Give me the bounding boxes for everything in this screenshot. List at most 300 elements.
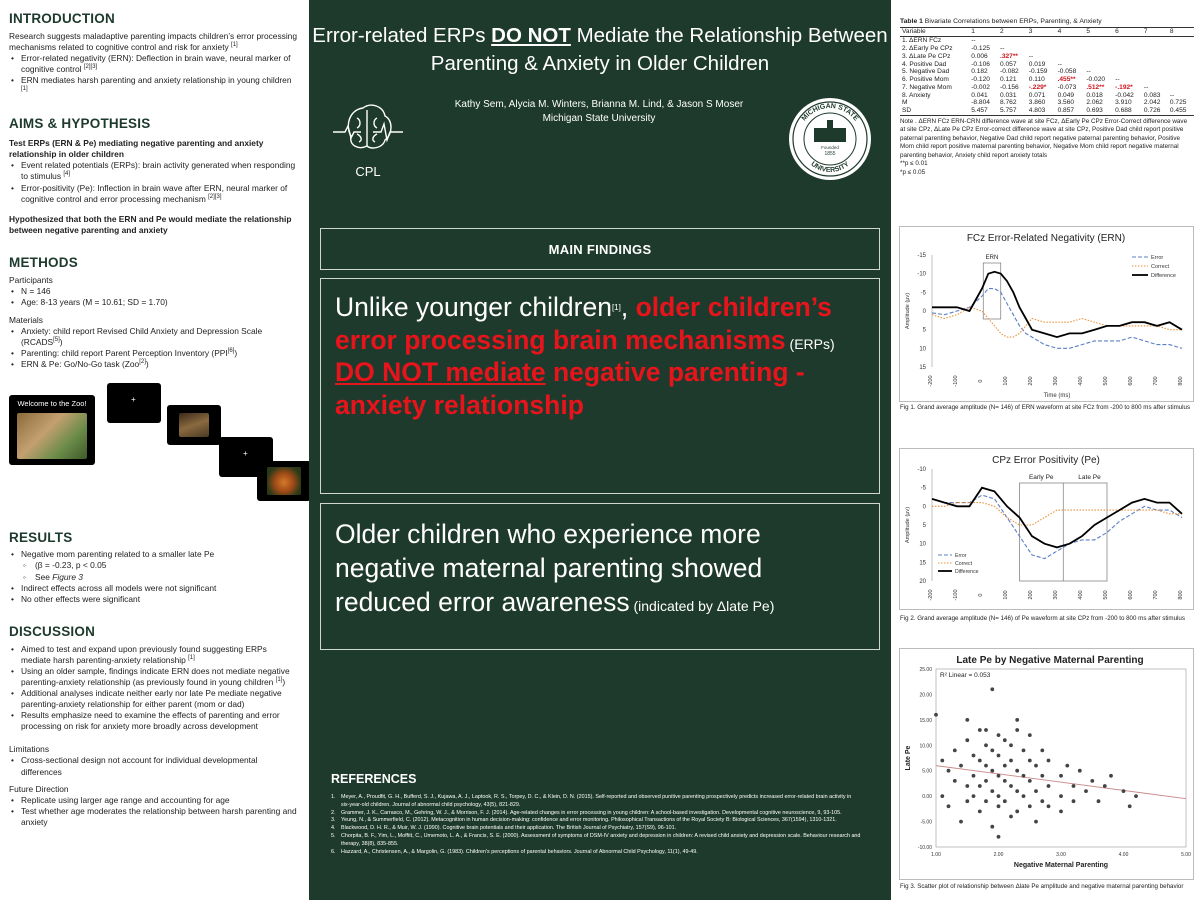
fixation-screen	[107, 383, 161, 423]
table-cell: 2.062	[1086, 99, 1103, 107]
scatter-point	[1022, 774, 1026, 778]
table-cell	[1056, 36, 1085, 44]
introduction-text: Research suggests maladaptive parenting impacts children’s error processing mechanisms related to cognitive control and risk for anxiety [1]	[9, 30, 297, 52]
table-cell	[1027, 45, 1056, 53]
legend-label: Difference	[955, 569, 979, 575]
x-tick-label: 800	[1178, 376, 1184, 386]
methods-section	[9, 254, 297, 519]
future-label: Future Direction	[9, 783, 69, 794]
scatter-point	[997, 733, 1001, 737]
table-cell: 3	[1027, 28, 1056, 37]
y-tick-label: 5	[922, 327, 926, 334]
scatter-point	[997, 774, 1001, 778]
table-cell: --	[1057, 60, 1062, 68]
table-cell: 6. Positive Mom	[902, 76, 949, 84]
scatter-point	[1003, 764, 1007, 768]
table-cell: -0.058	[1057, 68, 1077, 76]
table-cell: 0.071	[1028, 91, 1046, 99]
scatter-point	[997, 804, 1001, 808]
table-cell: --	[971, 37, 976, 45]
main-finding-2: Older children who experience more negative maternal parenting showed reduced error awareness (indicated by Δlate Pe)	[320, 503, 880, 650]
introduction-heading: INTRODUCTION	[9, 11, 115, 26]
legend-label: Difference	[1151, 273, 1176, 279]
table-cell: -0.120	[971, 76, 990, 84]
list-item: • Error-related negativity (ERN): Deflection in brain wave, neural marker of cognitive control [2][3]	[9, 53, 297, 75]
scatter-point	[997, 794, 1001, 798]
list-item: • Using an older sample, findings indicate ERN does not mediate negative parenting-anxiety relationship (as previously found in young children [1])	[9, 666, 297, 688]
table-cell	[1056, 52, 1085, 60]
scatter-point	[1009, 759, 1013, 763]
results-section	[9, 529, 297, 605]
references-heading: REFERENCES	[331, 772, 417, 786]
table-cell	[1142, 76, 1168, 84]
table-cell	[998, 36, 1027, 44]
legend-label: Correct	[1151, 264, 1170, 270]
scatter-point	[940, 794, 944, 798]
table-cell	[1084, 45, 1113, 53]
x-tick-label: 0	[978, 593, 984, 597]
cpl-lab-logo	[331, 96, 405, 186]
x-tick-label: 1.00	[931, 852, 941, 858]
center-column	[309, 0, 891, 900]
reference-item: 4. Blackwood, D. H. R., & Muir, W. J. (1990). Cognitive brain potentials and their application. The British Journal of Psychiatry, 157(S9), 96-101.	[331, 825, 677, 832]
scatter-point	[1090, 779, 1094, 783]
table-title: Table 1 Bivariate Correlations between ERPs, Parenting, & Anxiety	[900, 18, 1102, 25]
table-cell	[1084, 52, 1113, 60]
scatter-point	[1009, 815, 1013, 819]
table-cell: 0.041	[971, 91, 988, 99]
references-list	[331, 794, 861, 857]
table-row	[900, 52, 1194, 60]
participants-list	[9, 286, 297, 308]
chart-title: Late Pe by Negative Maternal Parenting	[956, 655, 1144, 666]
table-cell: -0.042	[1115, 91, 1134, 99]
table-cell: 2	[998, 28, 1027, 37]
fig1-box	[899, 226, 1194, 402]
table-cell	[1168, 76, 1194, 84]
table-cell	[1113, 52, 1142, 60]
x-tick-label: 800	[1178, 590, 1184, 600]
fig1-caption: Fig 1. Grand average amplitude (N= 146) of ERN waveform at site FCz from -200 to 800 ms after stimulus	[900, 404, 1191, 411]
table-cell: 3.860	[1028, 99, 1046, 107]
x-tick-label: -200	[928, 589, 934, 601]
chart-title: FCz Error-Related Negativity (ERN)	[966, 233, 1126, 244]
table-cell: .455**	[1057, 76, 1076, 84]
scatter-point	[1059, 774, 1063, 778]
scatter-point	[1072, 784, 1076, 788]
y-tick-label: 25.00	[919, 667, 932, 673]
table-cell: 4	[1056, 28, 1085, 37]
table-cell	[1142, 52, 1168, 60]
x-tick-label: -200	[928, 375, 934, 387]
table-cell	[1027, 36, 1056, 44]
table-cell: 0.018	[1086, 91, 1103, 99]
fixation-cross: +	[131, 394, 136, 404]
table-cell	[1168, 60, 1194, 68]
results-list	[9, 549, 297, 560]
seal-year: 1855	[824, 151, 836, 157]
scatter-point	[997, 754, 1001, 758]
x-tick-label: 300	[1053, 590, 1059, 600]
annotation-label: Early Pe	[1028, 474, 1054, 481]
table-cell: 8. Anxiety	[902, 91, 931, 99]
legend-label: Correct	[955, 561, 973, 567]
scatter-point	[984, 764, 988, 768]
main-finding-1: Unlike younger children[1], older children’s error processing brain mechanisms (ERPs) DO NOT mediate negative parenting - anxiety relationship	[320, 278, 880, 494]
scatter-point	[1028, 759, 1032, 763]
methods-heading: METHODS	[9, 254, 78, 270]
x-tick-label: 300	[1053, 376, 1059, 386]
msu-seal-logo	[787, 96, 873, 182]
scatter-point	[984, 799, 988, 803]
scatter-point	[990, 749, 994, 753]
table-cell: --	[1169, 91, 1175, 99]
scatter-point	[1034, 820, 1038, 824]
correlation-table	[900, 27, 1194, 116]
scatter-point	[1078, 769, 1082, 773]
y-tick-label: 10.00	[919, 743, 932, 750]
stimulus-screen	[167, 405, 221, 445]
ern-chart	[900, 227, 1193, 401]
table-cell: 0.110	[1028, 76, 1045, 84]
table-cell: -0.082	[1000, 68, 1019, 76]
table-row	[900, 76, 1194, 84]
table-cell: 3. ΔLate Pe CPz	[902, 52, 951, 60]
table-cell: 0.031	[1000, 91, 1017, 99]
scatter-point	[972, 754, 976, 758]
table-cell	[1113, 60, 1142, 68]
scatter-point	[1128, 804, 1132, 808]
scatter-point	[1059, 794, 1063, 798]
table-cell: 7. Negative Mom	[902, 83, 952, 91]
table-cell	[1168, 36, 1194, 44]
scatter-point	[953, 749, 957, 753]
fig2-caption: Fig 2. Grand average amplitude (N= 146) of Pe waveform at site CPz from -200 to 800 ms after stimulus	[900, 615, 1185, 622]
table-cell: --	[1028, 52, 1034, 60]
x-tick-label: 400	[1078, 590, 1084, 600]
discussion-list	[9, 644, 297, 733]
list-item: • N = 146	[9, 286, 297, 297]
scatter-point	[972, 794, 976, 798]
x-tick-label: 700	[1153, 376, 1159, 386]
table-cell: .327**	[1000, 52, 1018, 60]
scatter-point	[1015, 718, 1019, 722]
table-cell: 5. Negative Dad	[902, 68, 950, 76]
list-item: • Results emphasize need to examine the effects of parenting and error processing on risk for anxiety more broadly across development	[9, 710, 297, 732]
hypothesis-text: Hypothesized that both the ERN and Pe would mediate the relationship between negative parenting and anxiety	[9, 213, 292, 235]
table-cell	[1113, 36, 1142, 44]
list-item: • Replicate using larger age range and accounting for age	[9, 795, 297, 806]
table-cell: 0.725	[1169, 99, 1187, 107]
table-note: Note . ΔERN FCz ERN-CRN difference wave at site FCz, ΔEarly Pe CPz Error-Correct difference wave at site CPz, ΔLate Pe CPz Error-correct difference wave at site CPz, Positive Dad child report positive paternal parenting behavior, Negative Dad child report negative paternal parenting behavior, Positive Mom child report positive maternal parenting behavior, Negative Mom child report negative maternal parenting behavior, Anxiety child report anxiety totals **p ≤ 0.01 *p ≤ 0.05	[900, 117, 1188, 176]
table-cell: -0.106	[971, 60, 990, 68]
y-tick-label: -5.00	[920, 819, 932, 826]
series-line-error	[932, 289, 1182, 349]
scatter-point	[1034, 764, 1038, 768]
animal-stimulus-image	[179, 413, 209, 437]
x-tick-label: 5.00	[1181, 852, 1191, 858]
limitations-label: Limitations	[9, 744, 50, 755]
scatter-chart	[900, 649, 1193, 879]
introduction-bullets	[9, 53, 297, 97]
scatter-point	[965, 718, 969, 722]
scatter-point	[984, 728, 988, 732]
scatter-point	[1003, 738, 1007, 742]
scatter-point	[997, 835, 1001, 839]
list-item: • Cross-sectional design not account for individual developmental differences	[9, 755, 297, 777]
list-item: • Anxiety: child report Revised Child Anxiety and Depression Scale (RCADS[5])	[9, 326, 297, 348]
x-tick-label: 3.00	[1056, 852, 1066, 858]
scatter-point	[990, 825, 994, 829]
scatter-point	[953, 779, 957, 783]
scatter-point	[1015, 769, 1019, 773]
y-axis-label: Amplitude (μv)	[905, 506, 911, 544]
participants-label: Participants	[9, 274, 53, 285]
scatter-point	[965, 784, 969, 788]
scatter-point	[965, 799, 969, 803]
table-cell: 2.042	[1143, 99, 1161, 107]
table-cell: 0.083	[1143, 91, 1161, 99]
list-item: • Error-positivity (Pe): Inflection in brain wave after ERN, neural marker of cognitive control and error processing mechanism [2][3]	[9, 183, 297, 205]
scatter-point	[1022, 749, 1026, 753]
chart-title: CPz Error Positivity (Pe)	[992, 455, 1100, 466]
reference-item: 1. Meyer, A., Proudfit, G. H., Bufferd, S. J., Kujawa, A. J., Laptook, R. S., Torpey, D. C., & Klein, D. N. (2015). Self-reported and observed punitive parenting prospectively predicts increased error-related brain activity in six-year-old children. Journal of abnormal child psychology, 43(5), 821-829.	[331, 794, 852, 808]
scatter-point	[947, 804, 951, 808]
table-row	[900, 91, 1194, 99]
scatter-point	[1103, 784, 1107, 788]
table-cell	[1084, 60, 1113, 68]
table-cell	[1168, 45, 1194, 53]
table-cell	[1168, 52, 1194, 60]
table-cell: -0.156	[1000, 83, 1019, 91]
table-cell: -.192*	[1115, 83, 1133, 91]
fig3-box	[899, 648, 1194, 880]
x-tick-label: 200	[1028, 590, 1034, 600]
list-item: • ERN & Pe: Go/No-Go task (Zoo[2])	[9, 359, 297, 370]
correlation-table-block	[900, 18, 1194, 177]
y-tick-label: 20	[919, 579, 926, 585]
aims-bullets	[9, 160, 297, 204]
right-column	[896, 0, 1200, 900]
y-tick-label: -5	[920, 290, 926, 297]
table-cell	[1113, 45, 1142, 53]
y-axis-label: Amplitude (μv)	[905, 292, 911, 330]
table-cell: --	[1000, 44, 1005, 52]
table-cell: 3.910	[1115, 99, 1132, 107]
y-tick-label: -5	[920, 485, 926, 492]
y-tick-label: -15	[917, 253, 926, 259]
scatter-point	[959, 764, 963, 768]
authors-block	[429, 98, 769, 126]
table-cell: 0.693	[1084, 107, 1113, 115]
y-tick-label: 0	[922, 309, 926, 315]
y-tick-label: 0.00	[922, 794, 932, 801]
series-line-difference	[932, 488, 1182, 548]
table-cell: --	[1086, 68, 1091, 76]
scatter-point	[990, 789, 994, 793]
x-tick-label: 2.00	[993, 852, 1004, 858]
aims-heading: AIMS & HYPOTHESIS	[9, 116, 151, 132]
list-item: ◦ See Figure 3	[9, 572, 297, 583]
pe-chart	[900, 449, 1193, 609]
table-cell: 0.019	[1028, 60, 1046, 68]
x-tick-label: 100	[1003, 590, 1009, 600]
y-tick-label: 5	[922, 523, 926, 529]
table-cell: -.229*	[1028, 83, 1047, 91]
list-item: • Test whether age moderates the relationship between harsh parenting and anxiety	[9, 806, 297, 828]
scatter-point	[972, 774, 976, 778]
y-tick-label: -10.00	[917, 845, 932, 851]
future-list	[9, 795, 297, 828]
zoo-welcome-caption: Welcome to the Zoo!	[17, 398, 87, 408]
table-cell	[1084, 36, 1113, 44]
seal-text-top: MICHIGAN STATE	[800, 102, 860, 123]
x-tick-label: 400	[1078, 376, 1084, 386]
table-cell	[1142, 60, 1168, 68]
scatter-point	[1040, 749, 1044, 753]
scatter-point	[984, 779, 988, 783]
x-tick-label: 500	[1103, 590, 1109, 600]
y-tick-label: 15	[919, 560, 926, 567]
x-tick-label: -100	[953, 375, 959, 387]
x-tick-label: 500	[1103, 376, 1109, 386]
fit-line	[936, 766, 1186, 799]
x-tick-label: 0	[978, 379, 984, 383]
scatter-point	[965, 738, 969, 742]
scatter-point	[1022, 794, 1026, 798]
results-list-2	[9, 583, 297, 605]
table-row	[900, 45, 1194, 53]
y-tick-label: 10	[919, 346, 926, 353]
scatter-point	[1009, 743, 1013, 747]
results-heading: RESULTS	[9, 529, 73, 545]
scatter-point	[1084, 789, 1088, 793]
scatter-point	[1028, 779, 1032, 783]
table-cell: .512**	[1086, 83, 1105, 91]
cpl-logo-text: CPL	[355, 164, 381, 179]
y-tick-label: 10	[919, 541, 926, 548]
table-cell	[1142, 36, 1168, 44]
table-cell: 4.803	[1027, 107, 1056, 115]
scatter-point	[990, 769, 994, 773]
affiliation: Michigan State University	[542, 113, 656, 124]
table-cell: -0.002	[971, 83, 990, 91]
table-cell: 1	[969, 28, 998, 37]
table-row	[900, 99, 1194, 107]
table-cell: Variable	[900, 28, 969, 37]
table-row	[900, 60, 1194, 68]
fig2-box	[899, 448, 1194, 610]
y-tick-label: 5.00	[922, 768, 932, 775]
legend-label: Error	[955, 553, 967, 559]
left-column	[0, 0, 305, 900]
reference-item: 3. Yeung, N., & Summerfield, C. (2012). Metacognition in human decision-making: confidence and error monitoring. Philosophical Transactions of the Royal Society B: Biological Sciences, 367(1594), 1310-1321.	[331, 817, 837, 824]
y-tick-label: 15	[919, 365, 926, 371]
table-cell: SD	[900, 107, 969, 115]
table-cell: 5	[1084, 28, 1113, 37]
scatter-point	[1072, 799, 1076, 803]
table-cell	[1168, 68, 1194, 76]
zoo-welcome-screen	[9, 395, 95, 465]
list-item: • Parenting: child report Parent Perception Inventory (PPI[6])	[9, 348, 297, 359]
scatter-point	[1134, 794, 1138, 798]
table-cell: 3.560	[1057, 99, 1075, 107]
y-axis-label: Late Pe	[905, 745, 912, 771]
scatter-point	[978, 784, 982, 788]
scatter-point	[1109, 774, 1113, 778]
x-tick-label: -100	[953, 589, 959, 601]
scatter-point	[990, 687, 994, 691]
scatter-point	[1034, 789, 1038, 793]
annotation-label: Late Pe	[1078, 474, 1101, 481]
reference-item: 2. Grammer, J. K., Carrasco, M., Gehring, W. J., & Morrison, F. J. (2014). Age-related changes in error processing in young children: A school-based investigation. Developmental cognitive neuroscience, 9, 93-105.	[331, 809, 842, 816]
list-item: • Indirect effects across all models were not significant	[9, 583, 297, 594]
scatter-point	[1040, 799, 1044, 803]
scatter-point	[1003, 779, 1007, 783]
table-cell: -0.125	[971, 44, 990, 52]
list-item: • No other effects were significant	[9, 594, 297, 605]
scatter-point	[978, 810, 982, 814]
table-row	[900, 68, 1194, 76]
plot-frame	[936, 669, 1186, 847]
scatter-point	[1065, 764, 1069, 768]
scatter-point	[1009, 784, 1013, 788]
materials-list	[9, 326, 297, 370]
scatter-point	[1047, 804, 1051, 808]
scatter-point	[978, 759, 982, 763]
table-cell: 6	[1113, 28, 1142, 37]
orangutan-stimulus-image	[267, 467, 301, 495]
x-tick-label: 200	[1028, 376, 1034, 386]
x-tick-label: 600	[1128, 590, 1134, 600]
table-cell: 4. Positive Dad	[902, 60, 947, 68]
annotation-label: ERN	[985, 255, 999, 261]
table-cell	[1056, 45, 1085, 53]
scatter-point	[934, 713, 938, 717]
table-cell: 1. ΔERN FCz	[902, 37, 942, 45]
limitations-list	[9, 755, 297, 777]
discussion-heading: DISCUSSION	[9, 623, 96, 639]
x-tick-label: 600	[1128, 376, 1134, 386]
list-item: • Aimed to test and expand upon previously found suggesting ERPs mediate harsh parenting-anxiety relationship [1]	[9, 644, 297, 666]
x-tick-label: 100	[1003, 376, 1009, 386]
r2-label: R² Linear = 0.053	[940, 672, 991, 679]
table-cell: 0.049	[1057, 91, 1075, 99]
table-cell: 7	[1142, 28, 1168, 37]
scatter-point	[1003, 799, 1007, 803]
table-row	[900, 28, 1194, 37]
references-section	[331, 772, 861, 857]
reference-item: 6. Hazzard, A., Christensen, A., & Margolin, G. (1983). Children's perceptions of parental behaviors. Journal of Abnormal Child Psychology, 11(1), 49-49.	[331, 848, 698, 855]
x-tick-label: 700	[1153, 590, 1159, 600]
series-line-difference	[932, 272, 1182, 337]
table-cell: -0.073	[1057, 83, 1077, 91]
results-sublist	[9, 560, 297, 582]
x-axis-label: Negative Maternal Parenting	[1013, 862, 1109, 869]
scatter-point	[1047, 784, 1051, 788]
table-cell: 0.688	[1113, 107, 1142, 115]
y-tick-label: 0	[922, 504, 926, 511]
table-cell	[1168, 83, 1194, 91]
list-item: • Event related potentials (ERPs): brain activity generated when responding to stimulus [4]	[9, 160, 297, 182]
table-cell: 5.457	[969, 107, 998, 115]
scatter-point	[1015, 810, 1019, 814]
table-cell: 8	[1168, 28, 1194, 37]
table-cell: -8.804	[971, 99, 990, 107]
y-tick-label: 20.00	[919, 692, 932, 699]
poster-title: Error-related ERPs DO NOT Mediate the Relationship Between Parenting & Anxiety in Older Children	[312, 24, 888, 75]
table-cell: 0.726	[1142, 107, 1168, 115]
